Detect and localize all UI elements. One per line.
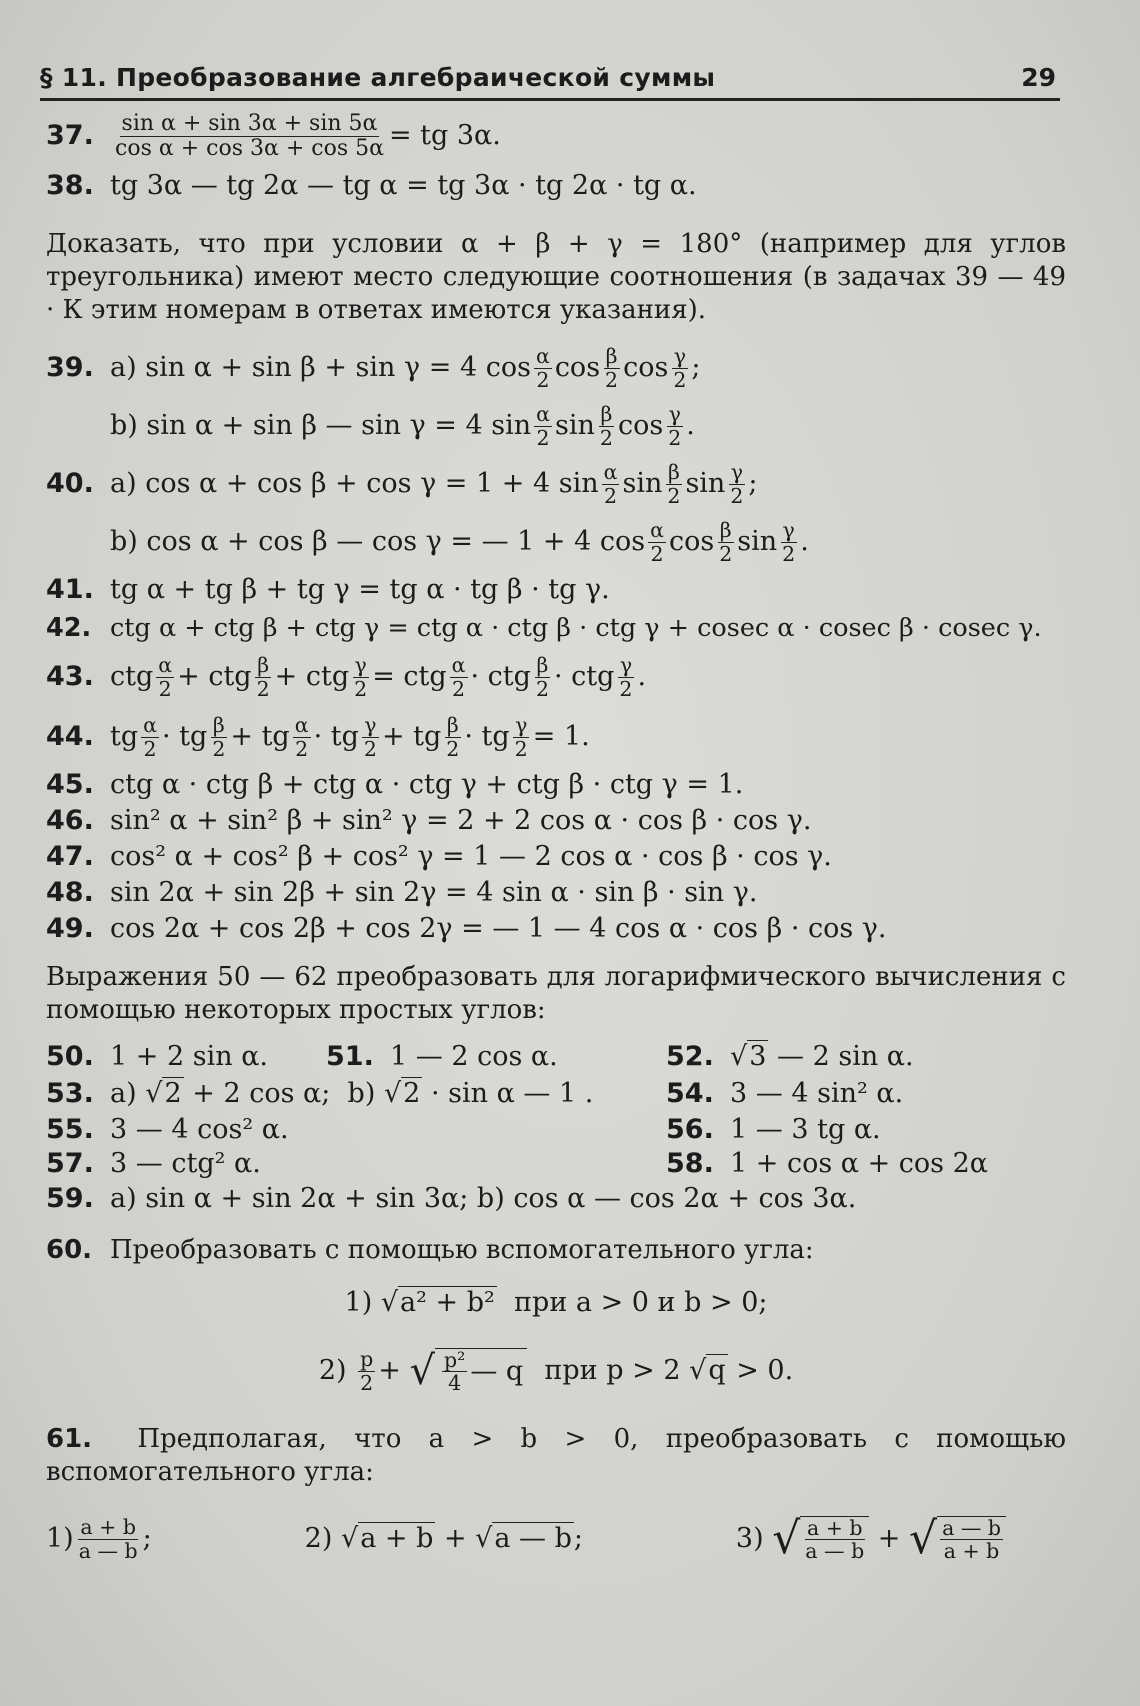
section-title: § 11. Преобразование алгебраической суммы	[40, 63, 716, 92]
fraction: $\frac{\beta}{2}$	[212, 713, 226, 761]
radical: √a — b	[475, 1523, 572, 1554]
fraction: $\frac{\alpha}{2}$	[158, 653, 173, 701]
problem-number: 48.	[46, 877, 94, 908]
fraction: $\frac{\gamma}{2}$	[514, 713, 528, 761]
page-content	[46, 108, 1066, 1577]
equation-left: b) sin α + sin β — sin γ = 4 sin	[110, 410, 532, 441]
fraction: $\frac{\alpha}{2}$	[143, 713, 157, 761]
problem-55: 55. 3 — 4 cos² α.	[46, 1114, 289, 1145]
problem-text: Предполагая, что a > b > 0, преобразовать с помощью вспомогательного угла:	[46, 1424, 1067, 1487]
equation: ctg α · ctg β + ctg α · ctg γ + ctg β · ctg γ = 1.	[110, 769, 744, 800]
problem-60	[46, 1227, 1066, 1273]
equation: tg α + tg β + tg γ = tg α · tg β · tg γ.	[110, 574, 610, 605]
radical: √3	[730, 1041, 767, 1072]
problem-39a: 39. a) sin α + sin β + sin γ = 4 cos $\frac{\alpha}{2}$ cos $\frac{\beta}{2}$ cos $\frac{\gamma}{2}$ ;	[46, 344, 701, 392]
problem-52: 52. √3 — 2 sin α.	[666, 1039, 914, 1075]
equation: cos² α + cos² β + cos² γ = 1 — 2 cos α · cos β · cos γ.	[110, 841, 832, 872]
problems-57-58	[46, 1147, 1066, 1181]
fraction: $\frac{\alpha}{2}$	[451, 653, 466, 701]
problem-number: 41.	[46, 574, 94, 605]
radical: √q	[689, 1355, 726, 1386]
radical: √2	[145, 1078, 182, 1109]
radical: √a + b	[340, 1523, 434, 1554]
fraction: $\frac{\gamma}{2}$	[668, 402, 682, 450]
equation-left: a) sin α + sin β + sin γ = 4 cos	[110, 352, 531, 383]
problem-53: 53. a) √2 + 2 cos α; b) √2 · sin α — 1 .	[46, 1076, 666, 1112]
problem-54: 54. 3 — 4 sin² α.	[666, 1078, 904, 1109]
problem-41	[46, 571, 1066, 609]
equation: a) sin α + sin 2α + sin 3α; b) cos α — cos 2α + cos 3α.	[110, 1183, 857, 1214]
equation: tg 3α — tg 2α — tg α = tg 3α · tg 2α · tg α.	[110, 170, 697, 201]
radical: √a² + b²	[380, 1287, 495, 1318]
problem-number: 61.	[46, 1424, 93, 1454]
fraction: $\frac{\beta}{2}$	[605, 344, 619, 392]
equation-rhs: = tg 3α.	[388, 120, 501, 151]
problem-43: 43. ctg $\frac{\alpha}{2}$ + ctg $\frac{\beta}{2}$ + ctg $\frac{\gamma}{2}$ = ctg $\frac{\alpha}{2}$ · ctg $\frac{\beta}{2}$ · ctg $\frac{\gamma}{2}$ .	[46, 653, 647, 701]
denominator: cos α + cos 3α + cos 5α	[115, 135, 384, 161]
radical: √	[772, 1513, 801, 1564]
fraction: $\frac{\gamma}{2}$	[730, 460, 744, 508]
fraction: $\frac{\alpha}{2}$	[294, 713, 309, 761]
problem-number: 38.	[46, 170, 94, 201]
radical: √	[909, 1513, 938, 1564]
page-number: 29	[1021, 63, 1056, 92]
fraction: $\frac{\beta}{2}$	[719, 518, 733, 566]
problem-number: 49.	[46, 913, 94, 944]
problem-56: 56. 1 — 3 tg α.	[666, 1114, 881, 1145]
problem-61-item-3: 3) √ $\frac{a + b}{a — b}$ + √ $\frac{a — b}{a + b}$	[736, 1516, 1006, 1562]
equation-left: a) cos α + cos β + cos γ = 1 + 4 sin	[110, 468, 599, 499]
problem-50: 50. 1 + 2 sin α.	[46, 1041, 269, 1072]
fraction: $\frac{\beta}{2}$	[667, 460, 681, 508]
equation: ctg α + ctg β + ctg γ = ctg α · ctg β · ctg γ + cosec α · cosec β · cosec γ.	[110, 613, 1042, 643]
equation: cos 2α + cos 2β + cos 2γ = — 1 — 4 cos α · cos β · cos γ.	[110, 913, 887, 944]
problem-61-items	[46, 1501, 1066, 1577]
problem-number: 39.	[46, 352, 94, 383]
problem-61	[46, 1423, 1066, 1489]
fraction: $\frac{\beta}{2}$	[599, 402, 613, 450]
problems-55-56	[46, 1113, 1066, 1147]
problem-57: 57. 3 — ctg² α.	[46, 1148, 261, 1179]
equation: sin² α + sin² β + sin² γ = 2 + 2 cos α · cos β · cos γ.	[110, 805, 812, 836]
fraction: $\frac{\alpha}{2}$	[535, 344, 550, 392]
fraction: $\frac{\beta}{2}$	[446, 713, 460, 761]
problem-44: 44. tg $\frac{\alpha}{2}$ · tg $\frac{\beta}{2}$ + tg $\frac{\alpha}{2}$ · tg $\frac{\gamma}{2}$ + tg $\frac{\beta}{2}$ · tg $\frac{\gamma}{2}$ = 1.	[46, 713, 590, 761]
radical: √	[409, 1348, 435, 1394]
numerator: sin α + sin 3α + sin 5α	[121, 110, 378, 136]
problem-46	[46, 803, 1066, 839]
equation-left: b) cos α + cos β — cos γ = — 1 + 4 cos	[110, 526, 646, 557]
problem-38	[46, 164, 1066, 208]
problem-37	[46, 108, 1066, 164]
problem-61-item-1: 1) $\frac{a + b}{a — b}$ ;	[46, 1515, 152, 1563]
problem-42	[46, 609, 1066, 647]
problem-49	[46, 911, 1066, 947]
problem-text: Преобразовать с помощью вспомогательного угла:	[110, 1235, 814, 1265]
fraction: $\frac{\alpha}{2}$	[650, 518, 664, 566]
page-header	[40, 52, 1060, 101]
radical: √2	[383, 1078, 421, 1109]
fraction: $\frac{\beta}{2}$	[535, 653, 549, 701]
fraction: $\frac{\gamma}{2}$	[363, 713, 377, 761]
problem-48	[46, 875, 1066, 911]
fraction: $\frac{a + b}{a — b}$	[805, 1515, 865, 1563]
fraction: $\frac{p}{2}$	[360, 1347, 374, 1395]
problem-58: 58. 1 + cos α + cos 2α	[666, 1148, 989, 1179]
fraction: $\frac{\gamma}{2}$	[619, 653, 633, 701]
fraction	[113, 112, 386, 161]
equation: sin 2α + sin 2β + sin 2γ = 4 sin α · sin β · sin γ.	[110, 877, 758, 908]
problem-number: 43.	[46, 661, 94, 692]
problem-number: 47.	[46, 841, 94, 872]
problem-39b: b) sin α + sin β — sin γ = 4 sin $\frac{\alpha}{2}$ sin $\frac{\beta}{2}$ cos $\frac{\gamma}{2}$ .	[110, 402, 695, 450]
problem-number: 40.	[46, 468, 94, 499]
intro-paragraph-2: Выражения 50 — 62 преобразовать для логарифмического вычисления с помощью некоторых простых углов:	[46, 962, 1066, 1025]
problem-51: 51. 1 — 2 cos α.	[326, 1041, 558, 1072]
fraction: $\frac{\gamma}{2}$	[354, 653, 368, 701]
problem-number: 42.	[46, 613, 92, 643]
problem-number: 59.	[46, 1183, 94, 1214]
problem-number: 44.	[46, 721, 94, 752]
problem-59	[46, 1181, 1066, 1217]
fraction: $\frac{a — b}{a + b}$	[942, 1515, 1001, 1563]
problems-53-54	[46, 1075, 1066, 1113]
problem-61-item-2: 2) √a + b + √a — b ;	[305, 1521, 583, 1557]
problem-number: 46.	[46, 805, 94, 836]
problem-number: 45.	[46, 769, 94, 800]
problems-50-52	[46, 1039, 1066, 1075]
problem-40a: 40. a) cos α + cos β + cos γ = 1 + 4 sin $\frac{\alpha}{2}$ sin $\frac{\beta}{2}$ sin $\frac{\gamma}{2}$ ;	[46, 460, 758, 508]
fraction: $\frac{\alpha}{2}$	[536, 402, 551, 450]
fraction: $\frac{\gamma}{2}$	[782, 518, 796, 566]
fraction: $\frac{\alpha}{2}$	[603, 460, 618, 508]
fraction: $\frac{\gamma}{2}$	[673, 344, 687, 392]
problem-number: 60.	[46, 1235, 93, 1265]
problem-40b: b) cos α + cos β — cos γ = — 1 + 4 cos $\frac{\alpha}{2}$ cos $\frac{\beta}{2}$ sin $\frac{\gamma}{2}$ .	[110, 518, 809, 566]
intro-paragraph-1: Доказать, что при условии α + β + γ = 180° (например для углов треугольника) имеют место следующие соотношения (в задачах 39 — 49 · К этим номерам в ответах имеются указания).	[46, 229, 1066, 325]
fraction: $\frac{a + b}{a — b}$	[78, 1515, 138, 1563]
problem-45	[46, 767, 1066, 803]
problem-60-item-1: 1) √a² + b² при a > 0 и b > 0;	[46, 1273, 1066, 1333]
problem-number: 37.	[46, 120, 94, 151]
problem-60-item-2: 2) $\frac{p}{2}$ + √ $\frac{\text{p²}}{4}$ — q при p > 2 √q > 0.	[318, 1347, 794, 1395]
fraction: $\frac{\beta}{2}$	[256, 653, 270, 701]
problem-47	[46, 839, 1066, 875]
